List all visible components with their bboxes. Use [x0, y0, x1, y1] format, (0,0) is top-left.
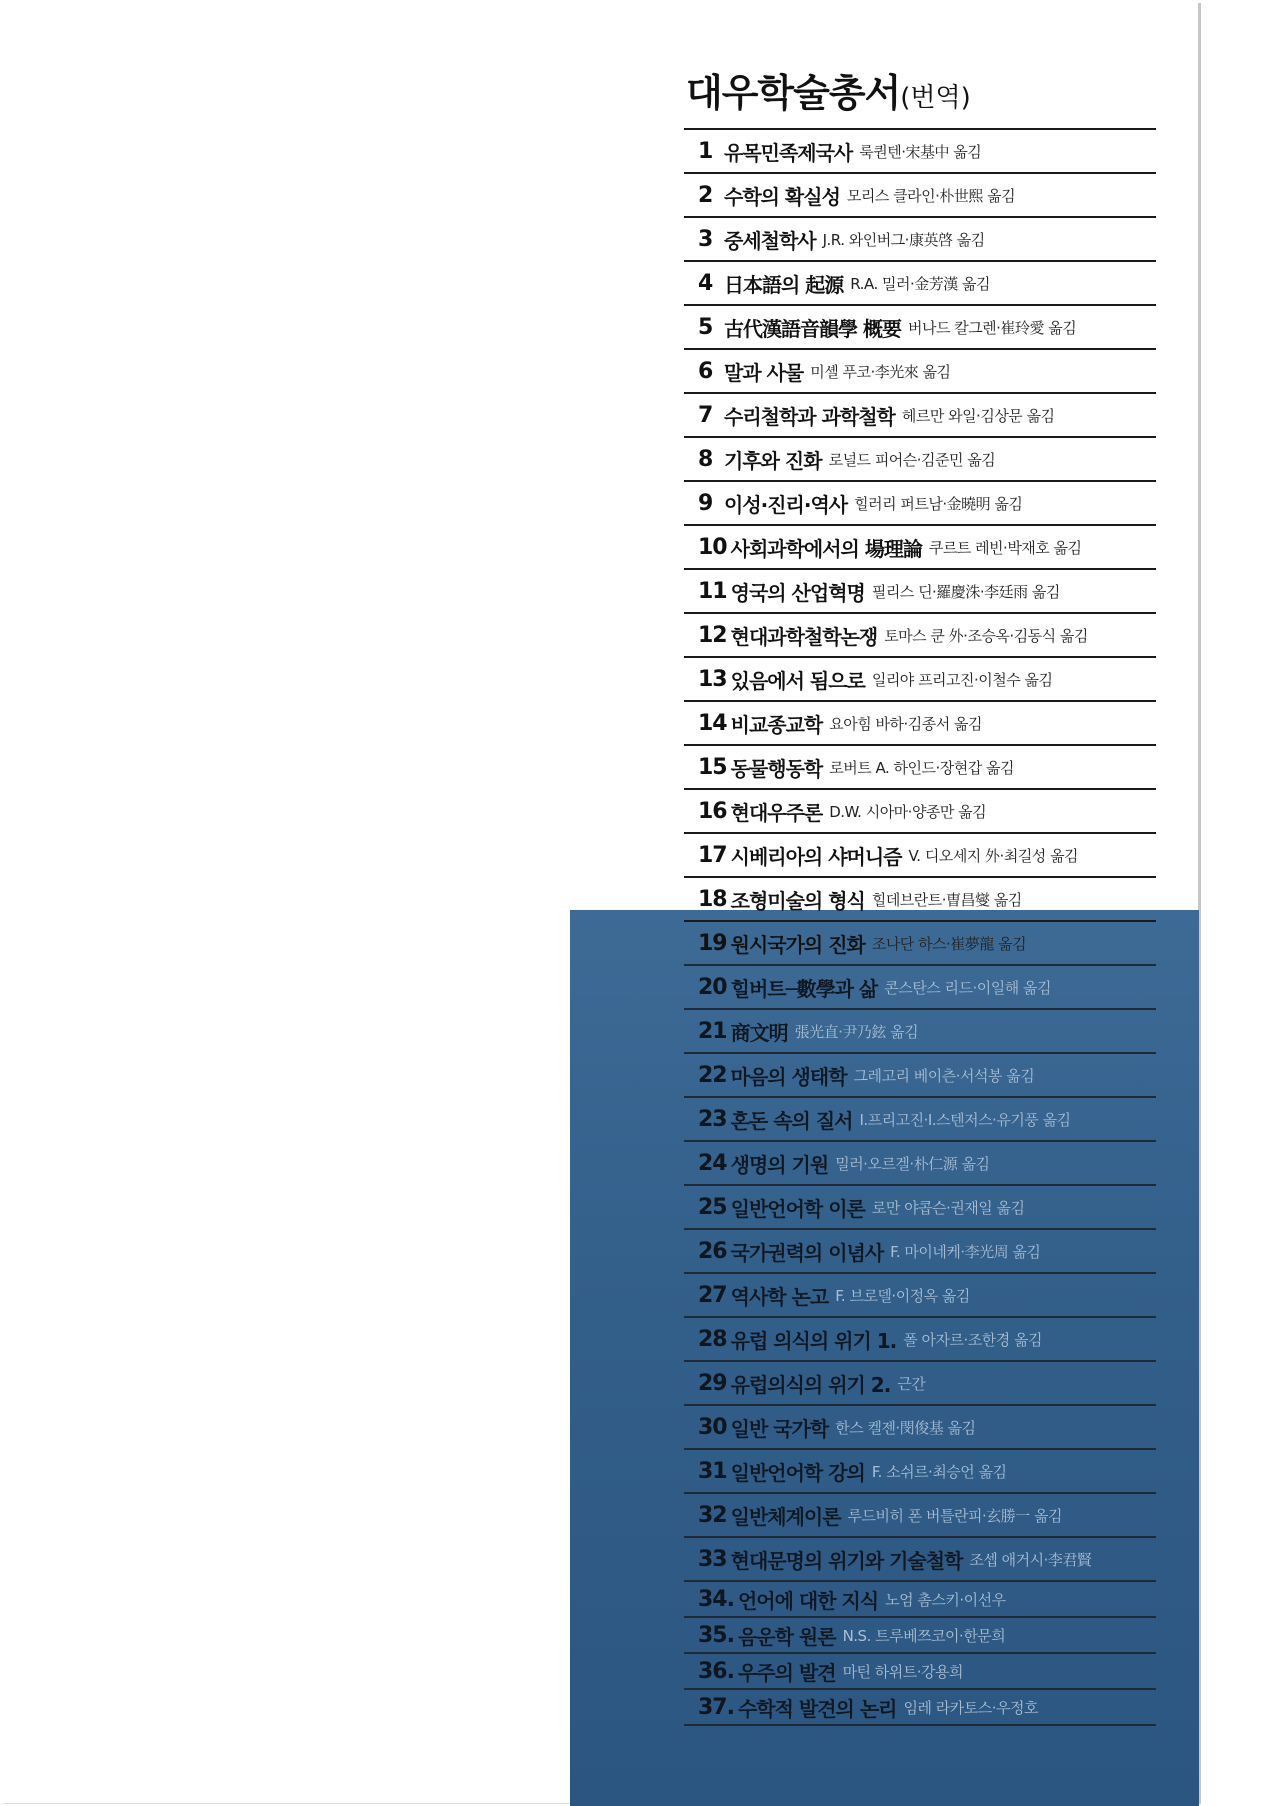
book-title: 수학적 발견의 논리 [737, 1696, 897, 1721]
list-item [684, 568, 1156, 612]
book-title: 비교종교학 [730, 712, 823, 737]
book-number: 11 [698, 578, 727, 604]
book-title: 조형미술의 형식 [730, 888, 865, 913]
book-title: 생명의 기원 [730, 1152, 829, 1177]
series-title [686, 62, 971, 117]
series-title-main: 대우학술총서 [686, 71, 901, 115]
book-number: 32 [698, 1502, 727, 1528]
list-item [684, 480, 1156, 524]
book-translator: D.W. 시아마·양종만 옮김 [829, 802, 987, 821]
list-item [684, 744, 1156, 788]
book-translator: 마틴 하위트·강용희 [842, 1662, 964, 1681]
book-title: 이성·진리·역사 [724, 492, 848, 517]
book-translator: 요아힘 바하·김종서 옮김 [829, 714, 982, 733]
book-number: 26 [698, 1238, 727, 1264]
book-translator: F. 마이네케·李光周 옮김 [890, 1242, 1041, 1261]
book-translator: 로만 야콥슨·권재일 옮김 [871, 1198, 1025, 1217]
book-number: 14 [698, 710, 727, 736]
book-number: 22 [698, 1062, 727, 1088]
book-translator: 버나드 칼그렌·崔玲愛 옮김 [907, 318, 1077, 337]
list-item [684, 1272, 1156, 1316]
list-item [684, 1536, 1156, 1580]
list-item [684, 216, 1156, 260]
book-number: 17 [698, 842, 727, 868]
book-translator: 그레고리 베이츤·서석봉 옮김 [853, 1066, 1035, 1085]
book-number: 2 [698, 182, 713, 208]
list-item [684, 172, 1156, 216]
list-item [684, 1652, 1156, 1688]
book-translator: 힐데브란트·曺昌燮 옮김 [871, 890, 1022, 909]
list-item [684, 1184, 1156, 1228]
book-number: 27 [698, 1282, 727, 1308]
book-translator: F. 브로델·이정옥 옮김 [835, 1286, 970, 1305]
book-translator: 노엄 촘스키·이선우 [885, 1590, 1006, 1609]
book-title: 국가권력의 이념사 [730, 1240, 884, 1265]
book-title: 유럽의식의 위기 2. [730, 1372, 891, 1397]
list-item [684, 1492, 1156, 1536]
book-translator: 밀러·오르겔·朴仁源 옮김 [835, 1154, 990, 1173]
book-title: 商文明 [730, 1020, 788, 1045]
book-translator: F. 소쉬르·최승언 옮김 [871, 1462, 1007, 1481]
book-number: 13 [698, 666, 727, 692]
book-number: 35. [698, 1622, 734, 1648]
book-title: 유럽 의식의 위기 1. [730, 1328, 897, 1353]
book-translator: 한스 켈젠·閔俊基 옮김 [835, 1418, 976, 1437]
book-translator: V. 디오세지 外·최길성 옮김 [908, 846, 1079, 865]
book-translator: 근간 [897, 1374, 926, 1393]
book-number: 5 [698, 314, 713, 340]
book-number: 15 [698, 754, 727, 780]
book-title: 현대우주론 [730, 800, 823, 825]
book-translator: 임레 라카토스·우정호 [903, 1698, 1038, 1717]
book-translator: I.프리고진·I.스텐저스·유기풍 옮김 [859, 1110, 1071, 1129]
book-title: 원시국가의 진화 [730, 932, 865, 957]
book-title: 중세철학사 [724, 228, 816, 253]
book-number: 20 [698, 974, 727, 1000]
book-title: 유목민족제국사 [724, 140, 853, 165]
list-item [684, 612, 1156, 656]
book-number: 16 [698, 798, 727, 824]
book-title: 일반언어학 이론 [730, 1196, 865, 1221]
book-translator: 일리야 프리고진·이철수 옮김 [871, 670, 1053, 689]
list-item [684, 788, 1156, 832]
book-number: 33 [698, 1546, 727, 1572]
list-item [684, 1360, 1156, 1404]
book-title: 현대과학철학논쟁 [730, 624, 878, 649]
list-item [684, 832, 1156, 876]
book-number: 29 [698, 1370, 727, 1396]
book-title: 역사학 논고 [730, 1284, 829, 1309]
book-number: 9 [698, 490, 713, 516]
book-translator: N.S. 트루베쯔코이·한문희 [842, 1626, 1006, 1645]
book-title: 日本語의 起源 [724, 272, 844, 297]
book-number: 34. [698, 1586, 734, 1612]
book-title: 일반체계이론 [730, 1504, 841, 1529]
book-title: 동물행동학 [730, 756, 823, 781]
book-number: 21 [698, 1018, 727, 1044]
book-number: 10 [698, 534, 727, 560]
list-item [684, 876, 1156, 920]
book-title: 음운학 원론 [737, 1624, 836, 1649]
book-list [684, 128, 1156, 1726]
list-item [684, 304, 1156, 348]
book-title: 사회과학에서의 場理論 [730, 536, 922, 561]
page-margin [1201, 0, 1266, 1806]
book-number: 25 [698, 1194, 727, 1220]
list-item [684, 128, 1156, 172]
book-translator: 힐러리 퍼트남·金曉明 옮김 [854, 494, 1023, 513]
book-number: 30 [698, 1414, 727, 1440]
book-translator: 쿠르트 레빈·박재호 옮김 [928, 538, 1082, 557]
list-item [684, 392, 1156, 436]
book-title: 있음에서 됨으로 [730, 668, 865, 693]
book-title: 우주의 발견 [737, 1660, 836, 1685]
list-item [684, 1096, 1156, 1140]
book-number: 24 [698, 1150, 727, 1176]
book-title: 현대문명의 위기와 기술철학 [730, 1548, 963, 1573]
book-title: 수리철학과 과학철학 [724, 404, 895, 429]
book-title: 수학의 확실성 [724, 184, 840, 209]
book-title: 힐버트─數學과 삶 [730, 976, 878, 1001]
book-number: 8 [698, 446, 713, 472]
book-translator: 로버트 A. 하인드·장현갑 옮김 [829, 758, 1014, 777]
book-translator: 모리스 클라인·朴世熙 옮김 [846, 186, 1016, 205]
book-title: 일반 국가학 [730, 1416, 829, 1441]
book-number: 36. [698, 1658, 734, 1684]
list-item [684, 1008, 1156, 1052]
book-translator: 필리스 딘·羅慶洙·李廷雨 옮김 [871, 582, 1060, 601]
book-title: 기후와 진화 [724, 448, 822, 473]
list-item [684, 1052, 1156, 1096]
list-item [684, 1228, 1156, 1272]
list-item [684, 964, 1156, 1008]
book-translator: 콘스탄스 리드·이일해 옮김 [884, 978, 1051, 997]
book-number: 23 [698, 1106, 727, 1132]
book-title: 말과 사물 [724, 360, 804, 385]
list-item [684, 1140, 1156, 1184]
book-translator: 張光直·尹乃鉉 옮김 [794, 1022, 919, 1041]
book-number: 37. [698, 1694, 734, 1720]
book-translator: 로널드 피어슨·김준민 옮김 [828, 450, 996, 469]
book-title: 일반언어학 강의 [730, 1460, 865, 1485]
book-translator: 미셸 푸코·李光來 옮김 [810, 362, 951, 381]
book-number: 1 [698, 138, 713, 164]
book-translator: 룩퀀텐·宋基中 옮김 [859, 142, 982, 161]
book-number: 12 [698, 622, 727, 648]
list-item [684, 1580, 1156, 1616]
list-item [684, 348, 1156, 392]
book-translator: 헤르만 와일·김상문 옮김 [901, 406, 1055, 425]
series-title-subtitle: (번역) [900, 83, 971, 113]
list-item [684, 1688, 1156, 1726]
book-translator: 토마스 쿤 外·조승옥·김동식 옮김 [884, 626, 1088, 645]
book-title: 시베리아의 샤머니즘 [730, 844, 902, 869]
book-number: 19 [698, 930, 727, 956]
list-item [684, 524, 1156, 568]
book-title: 마음의 생태학 [730, 1064, 847, 1089]
book-number: 4 [698, 270, 713, 296]
list-item [684, 656, 1156, 700]
book-title: 古代漢語音韻學 概要 [724, 316, 901, 341]
book-translator: 루드비히 폰 버틀란피·玄勝一 옮김 [847, 1506, 1063, 1525]
book-number: 18 [698, 886, 727, 912]
list-item [684, 1404, 1156, 1448]
book-number: 3 [698, 226, 713, 252]
list-item [684, 700, 1156, 744]
list-item [684, 436, 1156, 480]
list-item [684, 1616, 1156, 1652]
book-translator: R.A. 밀러·金芳漢 옮김 [850, 274, 990, 293]
list-item [684, 1316, 1156, 1360]
book-title: 언어에 대한 지식 [737, 1588, 879, 1613]
list-item [684, 920, 1156, 964]
list-item [684, 260, 1156, 304]
book-number: 6 [698, 358, 713, 384]
book-translator: 폴 아자르·조한경 옮김 [903, 1330, 1042, 1349]
list-item [684, 1448, 1156, 1492]
book-title: 혼돈 속의 질서 [730, 1108, 853, 1133]
book-translator: 조나단 하스·崔夢龍 옮김 [871, 934, 1027, 953]
book-translator: 조셉 애거시·李君賢 [969, 1550, 1092, 1569]
book-number: 28 [698, 1326, 727, 1352]
book-number: 7 [698, 402, 713, 428]
book-title: 영국의 산업혁명 [730, 580, 865, 605]
book-number: 31 [698, 1458, 727, 1484]
book-translator: J.R. 와인버그·康英啓 옮김 [822, 230, 985, 249]
